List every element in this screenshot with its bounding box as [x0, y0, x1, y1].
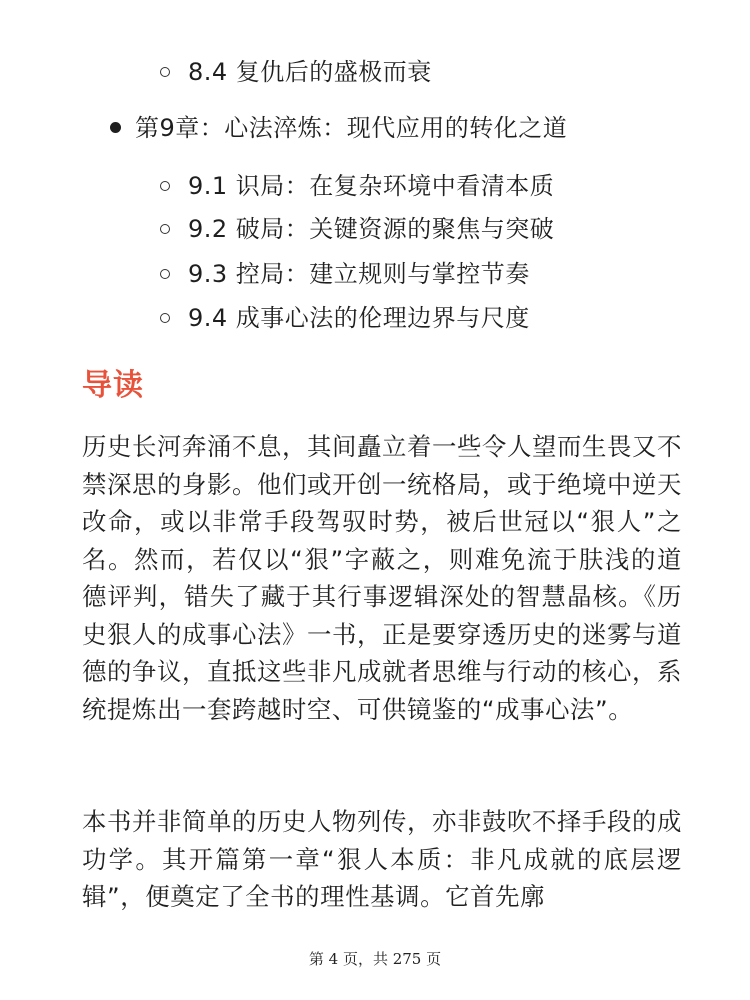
toc-item-label: 9.1 识局：在复杂环境中看清本质	[188, 172, 555, 200]
hollow-circle-bullet-icon	[160, 67, 170, 77]
hollow-circle-bullet-icon	[160, 313, 170, 323]
toc-chapter-label: 第9章：心法淬炼：现代应用的转化之道	[135, 114, 568, 142]
body-paragraph-2: 本书并非简单的历史人物列传，亦非鼓吹不择手段的成功学。其开篇第一章“狠人本质：非凡成就的底层逻辑”，便奠定了全书的理性基调。它首先廓	[82, 807, 682, 911]
hollow-circle-bullet-icon	[160, 269, 170, 279]
page-number: 第 4 页，共 275 页	[308, 950, 442, 968]
hollow-circle-bullet-icon	[160, 181, 170, 191]
disc-bullet-icon	[110, 122, 121, 133]
toc-item-label: 9.2 破局：关键资源的聚焦与突破	[188, 215, 555, 243]
toc-item-label: 9.3 控局：建立规则与掌控节奏	[188, 260, 530, 288]
body-paragraph-1: 历史长河奔涌不息，其间矗立着一些令人望而生畏又不禁深思的身影。他们或开创一统格局，或于绝境中逆天改命，或以非常手段驾驭时势，被后世冠以“狠人”之名。然而，若仅以“狠”字蔽之，则难免流于肤浅的道德评判，错失了藏于其行事逻辑深处的智慧晶核。《历史狠人的成事心法》一书，正是要穿透历史的迷雾与道德的争议，直抵这些非凡成就者思维与行动的核心，系统提炼出一套跨越时空、可供镜鉴的“成事心法”。	[82, 432, 682, 724]
toc-item-label: 8.4 复仇后的盛极而衰	[188, 58, 432, 86]
toc-item-label: 9.4 成事心法的伦理边界与尺度	[188, 304, 530, 332]
hollow-circle-bullet-icon	[160, 224, 170, 234]
section-heading: 导读	[82, 368, 144, 403]
